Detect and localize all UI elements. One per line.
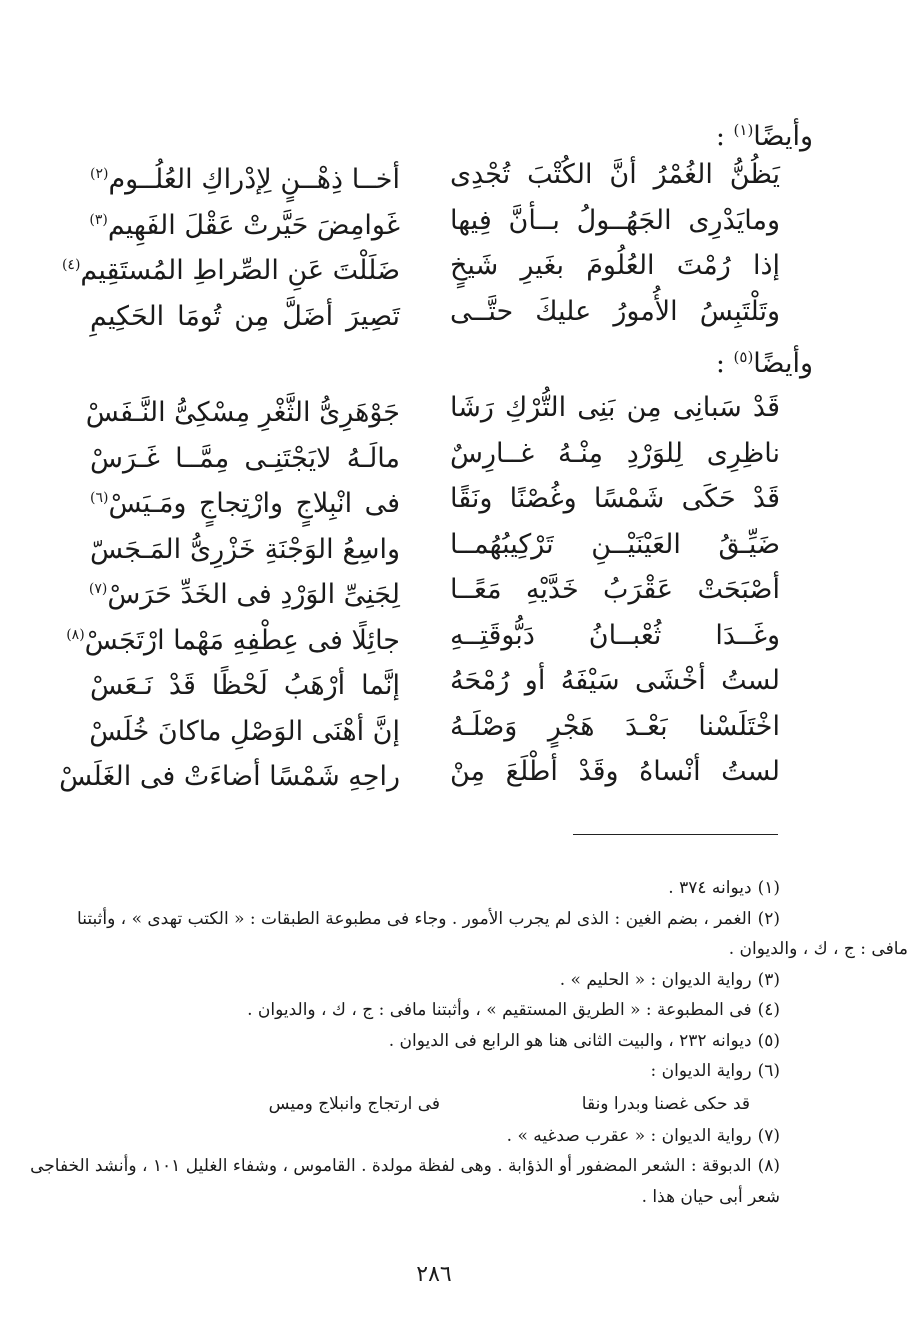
heading-colon: :: [715, 121, 725, 152]
second-hemistich: أخــا ذِهْــنٍ لِإدْراكِ العُلُــوم$^{(٢)}$: [90, 164, 400, 195]
footnote: (٤)فى المطبوعة : « الطريق المستقيم » ، وأثبتنا مافى : ج ، ك ، والديوان .: [247, 1000, 780, 1020]
second-hemistich: فى ارتجاج وانبلاج وميس: [268, 1093, 440, 1114]
heading-text: وأيضًا: [753, 348, 813, 379]
footnote: (٨)الدبوقة : الشعر المضفور أو الذؤابة . وهى لفظة مولدة . القاموس ، وشفاء الغليل ١٠١ ، وأنشد الخفاجى: [30, 1156, 780, 1176]
variant-verse: [20, 1087, 780, 1121]
poem-2: [59, 385, 780, 795]
first-hemistich: قَدْ حَكَى شَمْسًا وغُصْنًا ونَقًا: [450, 483, 780, 514]
first-hemistich: قَدْ سَبانِى مِن بَنِى التُّرْكِ رَشَا: [450, 392, 780, 423]
first-hemistich: قد حكى غصنا وبدرا ونقا: [581, 1093, 750, 1114]
footnote-continuation: مافى : ج ، ك ، والديوان .: [728, 939, 908, 959]
footnotes: [20, 873, 908, 1212]
verse: [61, 243, 780, 289]
second-hemistich: ضَلَلْتَ عَنِ الصِّراطِ المُستَقِيم$^{(٤)}$: [61, 255, 400, 286]
footnote-divider: [573, 834, 778, 835]
first-hemistich: أصْبَحَتْ عَقْرَبُ خَدَّيْهِ مَعًــا: [450, 574, 780, 605]
verse: [90, 289, 780, 335]
second-hemistich: مالَـهُ لايَجْتَنِـى مِمَّــا غَـرَسْ: [90, 442, 400, 474]
verse: [90, 522, 780, 568]
footnote: (٢)الغمر ، بضم الغين : الذى لم يجرب الأمور . وجاء فى مطبوعة الطبقات : « الكتب تهدى » ، وأثبتنا: [77, 908, 780, 929]
footnote-ref: (٤): [61, 257, 81, 273]
verse: [90, 152, 780, 198]
footnote: (٦)رواية الديوان :: [650, 1061, 780, 1081]
second-hemistich: فى انْبِلاجٍ وارْتِجاجٍ ومَـيَسْ$^{(٦)}$: [90, 488, 400, 519]
footnote-ref: (١): [733, 121, 754, 139]
first-hemistich: اخْتَلَسْنا بَعْـدَ هَجْرٍ وَصْلَـهُ: [450, 710, 780, 742]
footnote-ref: (٨): [66, 626, 85, 643]
section-heading-1: [716, 110, 813, 157]
footnote-ref: (٣): [89, 211, 108, 228]
verse: [90, 567, 780, 613]
verse: [66, 613, 780, 659]
footnote: (١)ديوانه ٣٧٤ .: [668, 878, 780, 898]
poem-1: [61, 152, 780, 334]
second-hemistich: جائِلًا فى عِطْفِهِ مَهْما ارْتَجَسْ$^{(٨)}$: [66, 624, 400, 656]
heading-colon: :: [715, 348, 725, 379]
footnote-ref: (٧): [88, 581, 108, 597]
footnote: (٧)رواية الديوان : « عقرب صدغيه » .: [506, 1125, 780, 1146]
footnote: (٣)رواية الديوان : « الحليم » .: [559, 969, 780, 990]
first-hemistich: يَظُنُّ الغُمْرُ أنَّ الكُتْبَ تُجْدِى: [450, 159, 780, 190]
footnote-ref: (٢): [90, 166, 109, 182]
first-hemistich: إذا رُمْتَ العُلُومَ بغَيرِ شَيخٍ: [450, 250, 780, 281]
section-heading-2: [716, 337, 813, 384]
second-hemistich: واسِعُ الوَجْنَةِ خَزْرِىُّ المَـجَسّ: [90, 533, 400, 565]
verse: [59, 749, 780, 795]
first-hemistich: لستُ أنْساهُ وقَدْ أطْلَعَ مِنْ: [450, 756, 780, 787]
second-hemistich: راحِهِ شَمْسًا أضاءَتْ فى الغَلَسْ: [59, 761, 400, 792]
second-hemistich: غَوامِضَ حَيَّرتْ عَقْلَ الفَهِيم$^{(٣)}$: [89, 209, 400, 241]
heading-text: وأيضًا: [753, 121, 813, 152]
footnote-continuation: شعر أبى حيان هذا .: [641, 1186, 780, 1207]
second-hemistich: جَوْهَرِىُّ الثَّغْرِ مِسْكِىُّ النَّـفَسْ: [85, 397, 400, 428]
second-hemistich: لِجَنِىِّ الوَرْدِ فى الخَدِّ حَرَسْ$^{(٧)}$: [88, 579, 400, 610]
second-hemistich: إنَّما أرْهَبُ لَحْظًا قَدْ نَـعَسْ: [90, 670, 400, 701]
verse: [90, 658, 780, 704]
first-hemistich: وتَلْتَبِسُ الأُمورُ عليكَ حتَّــى: [450, 295, 780, 327]
first-hemistich: ضَيِّـقُ العَيْنَيْــنِ تَرْكِيبُهُمــا: [450, 528, 780, 560]
first-hemistich: لستُ أخْشَى سَيْفَهُ أو رُمْحَهُ: [450, 665, 780, 696]
second-hemistich: تَصِيرَ أضَلَّ مِن تُومَا الحَكِيمِ: [90, 300, 400, 332]
verse: [85, 385, 780, 431]
verse: [90, 704, 780, 750]
footnote-ref: (٥): [733, 348, 754, 366]
footnote-ref: (٦): [90, 490, 109, 506]
verse: [90, 476, 780, 522]
first-hemistich: ناظِرِى لِلوَرْدِ مِنْـهُ غــارِسٌ: [450, 437, 780, 469]
second-hemistich: إنَّ أهْنَى الوَصْلِ ماكانَ خُلَسْ: [89, 715, 400, 747]
first-hemistich: وغَــدَا ثُعْبــانُ دَبُّوقَتِــهِ: [450, 619, 780, 651]
first-hemistich: ومايَدْرِى الجَهُــولُ بــأنَّ فِيها: [450, 204, 780, 236]
page-number: ٢٨٦: [416, 1262, 452, 1287]
verse: [90, 198, 780, 244]
verse: [90, 431, 780, 477]
footnote: (٥)ديوانه ٢٣٢ ، والبيت الثانى هنا هو الرابع فى الديوان .: [388, 1030, 780, 1051]
